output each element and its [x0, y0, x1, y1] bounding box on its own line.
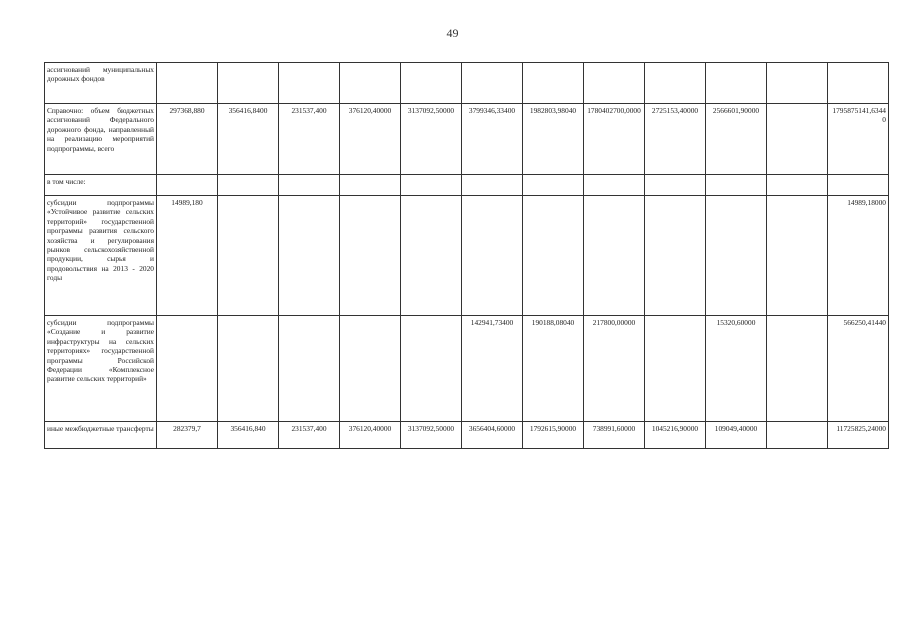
table-row — [45, 175, 889, 196]
table-cell — [584, 175, 645, 196]
table-cell: 356416,8400 — [218, 104, 279, 175]
table-body — [45, 63, 889, 449]
table-cell: 2566601,90000 — [706, 104, 767, 175]
table-cell — [401, 196, 462, 316]
table-cell — [828, 175, 889, 196]
table-cell — [645, 196, 706, 316]
table-cell: 15320,60000 — [706, 316, 767, 422]
table-cell: 3137092,50000 — [401, 422, 462, 449]
table-cell: 1780402700,0000 — [584, 104, 645, 175]
row-label: ассигнований муниципальных дорожных фондов — [45, 63, 157, 104]
table-cell — [340, 196, 401, 316]
table-cell: 2725153,40000 — [645, 104, 706, 175]
row-label: иные межбюджетные трансферты — [45, 422, 157, 449]
table-cell: 217800,00000 — [584, 316, 645, 422]
table-row — [45, 422, 889, 449]
table-cell — [523, 63, 584, 104]
table-row — [45, 63, 889, 104]
table-cell — [218, 63, 279, 104]
table-cell: 14989,18000 — [828, 196, 889, 316]
row-label: субсидии подпрограммы «Создание и развитие инфраструктуры на сельских территориях» государственной программы Российской Федерации «Комплексное развитие сельских территорий» — [45, 316, 157, 422]
table-cell: 109049,40000 — [706, 422, 767, 449]
table-cell — [157, 316, 218, 422]
table-cell: 3799346,33400 — [462, 104, 523, 175]
table-cell: 1982803,98040 — [523, 104, 584, 175]
table-cell — [279, 196, 340, 316]
table-cell: 231537,400 — [279, 104, 340, 175]
table-cell: 738991,60000 — [584, 422, 645, 449]
table-cell: 1045216,90000 — [645, 422, 706, 449]
budget-table — [44, 62, 889, 449]
table-cell — [828, 63, 889, 104]
table-cell — [462, 175, 523, 196]
table-cell: 297368,880 — [157, 104, 218, 175]
row-label: Справочно: объем бюджетных ассигнований Федерального дорожного фонда, направленный на реализацию мероприятий подпрограммы, всего — [45, 104, 157, 175]
table-cell: 231537,400 — [279, 422, 340, 449]
table-cell — [645, 316, 706, 422]
table-cell — [584, 196, 645, 316]
row-label: субсидии подпрограммы «Устойчивое развитие сельских территорий» государственной программы развития сельского хозяйства и регулирования рынков сельскохозяйственной продукции, сырья и продовольствия на 2013 - 2020 годы — [45, 196, 157, 316]
table-cell: 1795875141,63440 — [828, 104, 889, 175]
table-cell: 14989,180 — [157, 196, 218, 316]
table-cell: 376120,40000 — [340, 422, 401, 449]
table-cell — [767, 422, 828, 449]
table-cell: 566250,41440 — [828, 316, 889, 422]
table-cell — [523, 196, 584, 316]
table-cell — [767, 316, 828, 422]
table-cell: 3656404,60000 — [462, 422, 523, 449]
table-cell — [462, 63, 523, 104]
row-label: в том числе: — [45, 175, 157, 196]
table-cell: 356416,840 — [218, 422, 279, 449]
table-cell — [157, 175, 218, 196]
table-cell — [279, 175, 340, 196]
table-cell — [401, 316, 462, 422]
table-cell — [340, 175, 401, 196]
table-cell — [645, 175, 706, 196]
table-cell — [462, 196, 523, 316]
table-cell — [767, 104, 828, 175]
table-cell — [767, 63, 828, 104]
table-cell — [645, 63, 706, 104]
table-cell — [767, 175, 828, 196]
table-cell — [401, 175, 462, 196]
table-cell: 190188,08040 — [523, 316, 584, 422]
table-cell — [218, 316, 279, 422]
table-cell: 142941,73400 — [462, 316, 523, 422]
table-cell — [218, 175, 279, 196]
page-number: 49 — [446, 26, 459, 40]
table-cell: 3137092,50000 — [401, 104, 462, 175]
table-cell — [706, 63, 767, 104]
table-cell: 11725825,24000 — [828, 422, 889, 449]
table-cell — [279, 63, 340, 104]
table-cell: 282379,7 — [157, 422, 218, 449]
table-cell — [767, 196, 828, 316]
table-cell — [584, 63, 645, 104]
table-row — [45, 104, 889, 175]
table-cell — [401, 63, 462, 104]
table-cell — [523, 175, 584, 196]
table-cell — [706, 175, 767, 196]
table-cell — [279, 316, 340, 422]
table-row — [45, 196, 889, 316]
table-cell: 1792615,90000 — [523, 422, 584, 449]
table-cell — [706, 196, 767, 316]
table-cell — [157, 63, 218, 104]
table-cell — [218, 196, 279, 316]
table-row — [45, 316, 889, 422]
table-cell: 376120,40000 — [340, 104, 401, 175]
table-cell — [340, 63, 401, 104]
table-cell — [340, 316, 401, 422]
